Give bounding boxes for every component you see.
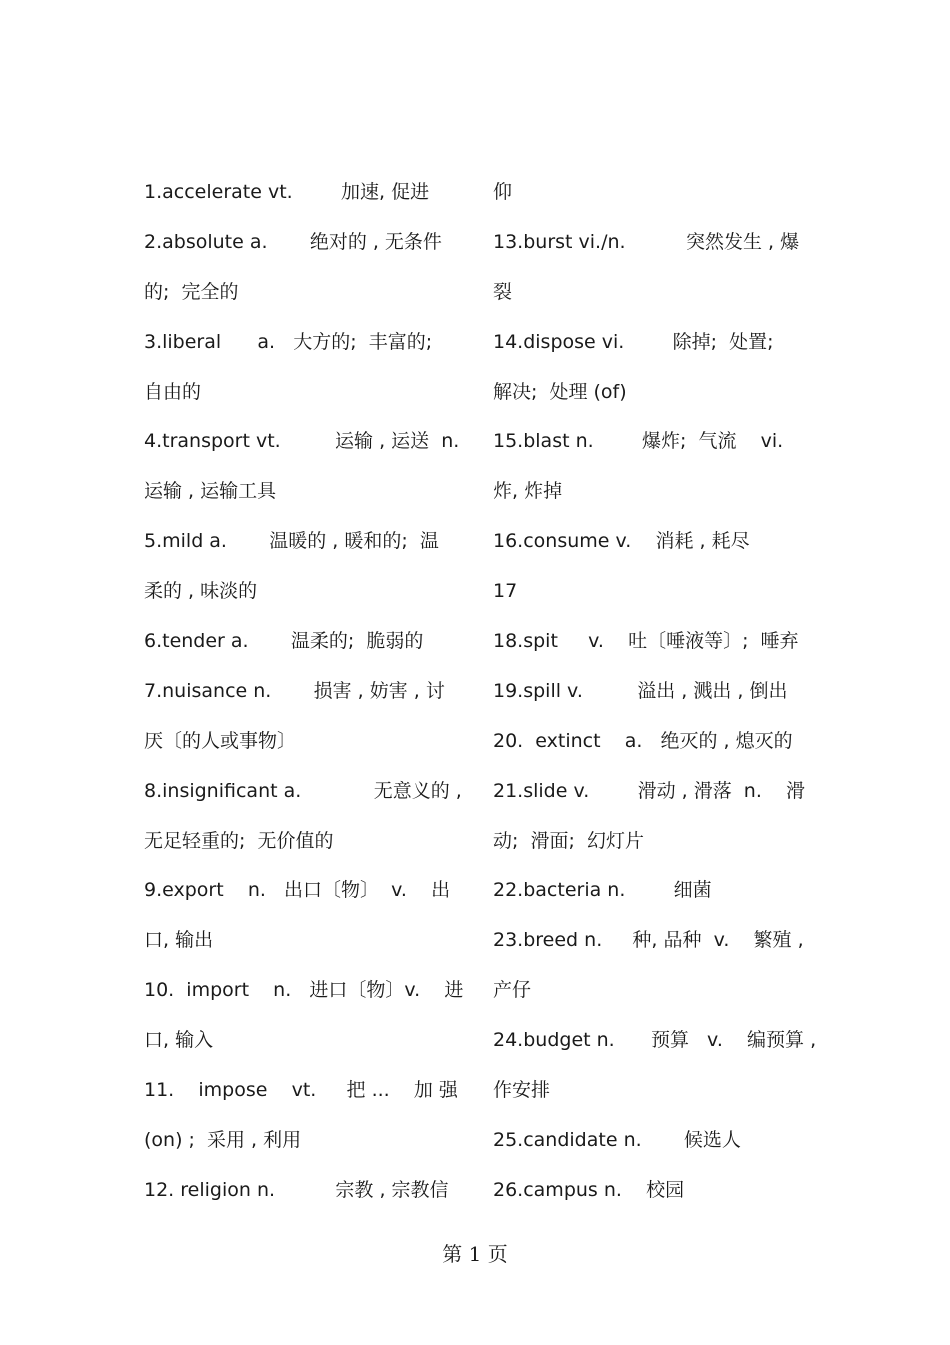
left-line: 7.nuisance n. 损害 , 妨害 , 讨 xyxy=(144,679,445,702)
right-line: 20. extinct a. 绝灭的 , 熄灭的 xyxy=(493,729,793,752)
left-line: 自由的 xyxy=(144,380,202,403)
left-line: 的; 完全的 xyxy=(144,280,239,303)
right-line: 仰 xyxy=(493,181,513,203)
right-line: 22.bacteria n. 细菌 xyxy=(493,879,712,902)
left-line: 柔的 , 味淡的 xyxy=(144,580,258,603)
left-column xyxy=(144,168,474,1216)
right-line: 23.breed n. 种, 品种 v. 繁殖 , xyxy=(493,929,804,952)
left-line: 12. religion n. 宗教 , 宗教信 xyxy=(144,1178,449,1201)
right-line: 25.candidate n. 候选人 xyxy=(493,1128,741,1151)
left-line: 运输 , 运输工具 xyxy=(144,480,277,503)
left-line: 9.export n. 出口〔物〕 v. 出 xyxy=(144,879,451,902)
left-line: 4.transport vt. 运输 , 运送 n. xyxy=(144,430,460,453)
right-column xyxy=(493,168,823,1216)
right-line: 18.spit v. 吐〔唾液等〕; 唾弃 xyxy=(493,630,799,653)
right-line: 解决; 处理 (of) xyxy=(493,380,627,403)
right-line: 24.budget n. 预算 v. 编预算 , xyxy=(493,1029,817,1052)
left-line: 3.liberal a. 大方的; 丰富的; xyxy=(144,330,433,353)
right-line: 17 xyxy=(493,580,518,603)
left-line: 口, 输入 xyxy=(144,1029,214,1052)
right-line: 13.burst vi./n. 突然发生 , 爆 xyxy=(493,230,800,253)
right-line: 炸, 炸掉 xyxy=(493,480,563,503)
right-line: 15.blast n. 爆炸; 气流 vi. xyxy=(493,430,784,453)
left-line: 无足轻重的; 无价值的 xyxy=(144,829,334,852)
left-line: 8.insignificant a. 无意义的 , xyxy=(144,779,462,802)
left-line: 5.mild a. 温暖的 , 暖和的; 温 xyxy=(144,530,439,553)
left-line: 6.tender a. 温柔的; 脆弱的 xyxy=(144,630,424,653)
right-line: 产仔 xyxy=(493,979,532,1002)
left-line: (on) ; 采用 , 利用 xyxy=(144,1128,302,1151)
right-line: 动; 滑面; 幻灯片 xyxy=(493,829,644,852)
right-line: 14.dispose vi. 除掉; 处置; xyxy=(493,330,774,353)
left-line: 口, 输出 xyxy=(144,929,214,952)
right-line: 16.consume v. 消耗 , 耗尽 xyxy=(493,530,750,553)
left-line: 1.accelerate vt. 加速, 促进 xyxy=(144,181,430,203)
left-line: 2.absolute a. 绝对的 , 无条件 xyxy=(144,230,442,253)
right-line: 19.spill v. 溢出 , 溅出 , 倒出 xyxy=(493,679,788,702)
right-line: 26.campus n. 校园 xyxy=(493,1178,685,1201)
right-line: 21.slide v. 滑动 , 滑落 n. 滑 xyxy=(493,779,806,802)
left-line: 11. impose vt. 把 ... 加 强 xyxy=(144,1079,458,1102)
left-line: 10. import n. 进口〔物〕v. 进 xyxy=(144,979,464,1002)
page-number-footer: 第 1 页 xyxy=(442,1242,508,1266)
right-line: 作安排 xyxy=(493,1079,551,1102)
left-line: 厌〔的人或事物〕 xyxy=(144,729,297,752)
right-line: 裂 xyxy=(493,280,513,303)
